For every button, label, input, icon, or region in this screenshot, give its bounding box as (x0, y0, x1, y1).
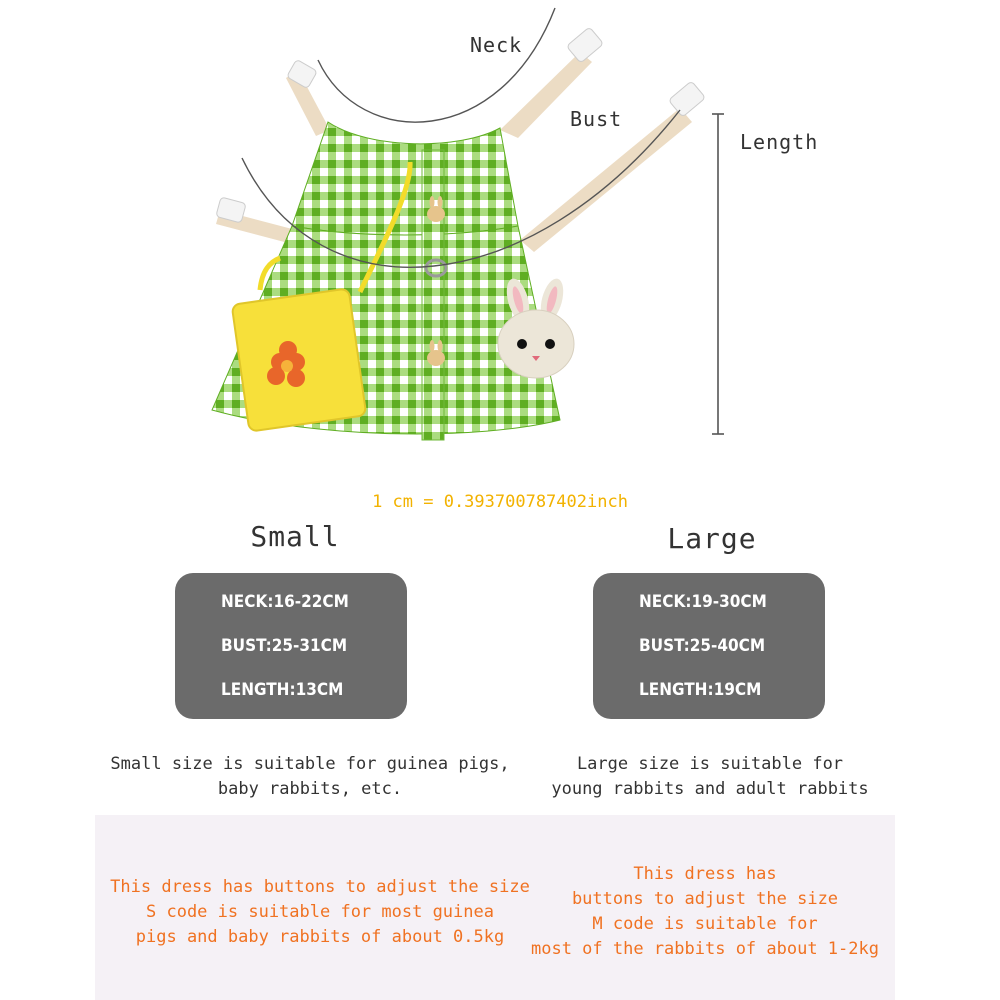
length-measure-line (712, 114, 724, 434)
large-neck: NECK:19-30CM (639, 592, 767, 612)
small-length: LENGTH:13CM (221, 680, 344, 700)
right-straps (500, 27, 706, 252)
size-title-small: Small (250, 520, 340, 553)
large-length: LENGTH:19CM (639, 680, 762, 700)
large-note-line3: M code is suitable for (592, 914, 818, 934)
pet-dress-image (200, 0, 760, 480)
large-suitability-line1: Large size is suitable for (576, 754, 844, 774)
small-suitability (90, 752, 530, 802)
small-suitability-line1: Small size is suitable for guinea pigs, (110, 754, 510, 774)
large-note (500, 862, 910, 962)
unit-conversion: 1 cm = 0.393700787402inch (372, 492, 628, 512)
dress-bodice (292, 122, 518, 235)
small-note (100, 875, 540, 950)
neck-measure-line (318, 8, 555, 122)
neck-label: Neck (470, 33, 523, 57)
large-note-line2: buttons to adjust the size (571, 889, 839, 909)
large-note-line4: most of the rabbits of about 1-2kg (531, 939, 879, 959)
large-note-line1: This dress has (633, 864, 777, 884)
size-box-small (175, 573, 407, 719)
small-note-line1: This dress has buttons to adjust the size (110, 877, 530, 897)
length-label: Length (740, 130, 819, 154)
large-bust: BUST:25-40CM (639, 636, 766, 656)
size-box-large (593, 573, 825, 719)
large-suitability (500, 752, 920, 802)
size-title-large: Large (667, 522, 757, 555)
small-bust: BUST:25-31CM (221, 636, 348, 656)
small-note-line2: S code is suitable for most guinea (146, 902, 494, 922)
bust-label: Bust (570, 107, 623, 131)
small-neck: NECK:16-22CM (221, 592, 349, 612)
small-suitability-line2: baby rabbits, etc. (217, 779, 403, 799)
large-suitability-line2: young rabbits and adult rabbits (551, 779, 869, 799)
rabbit-plush-icon (498, 276, 574, 378)
small-note-line3: pigs and baby rabbits of about 0.5kg (135, 927, 505, 947)
